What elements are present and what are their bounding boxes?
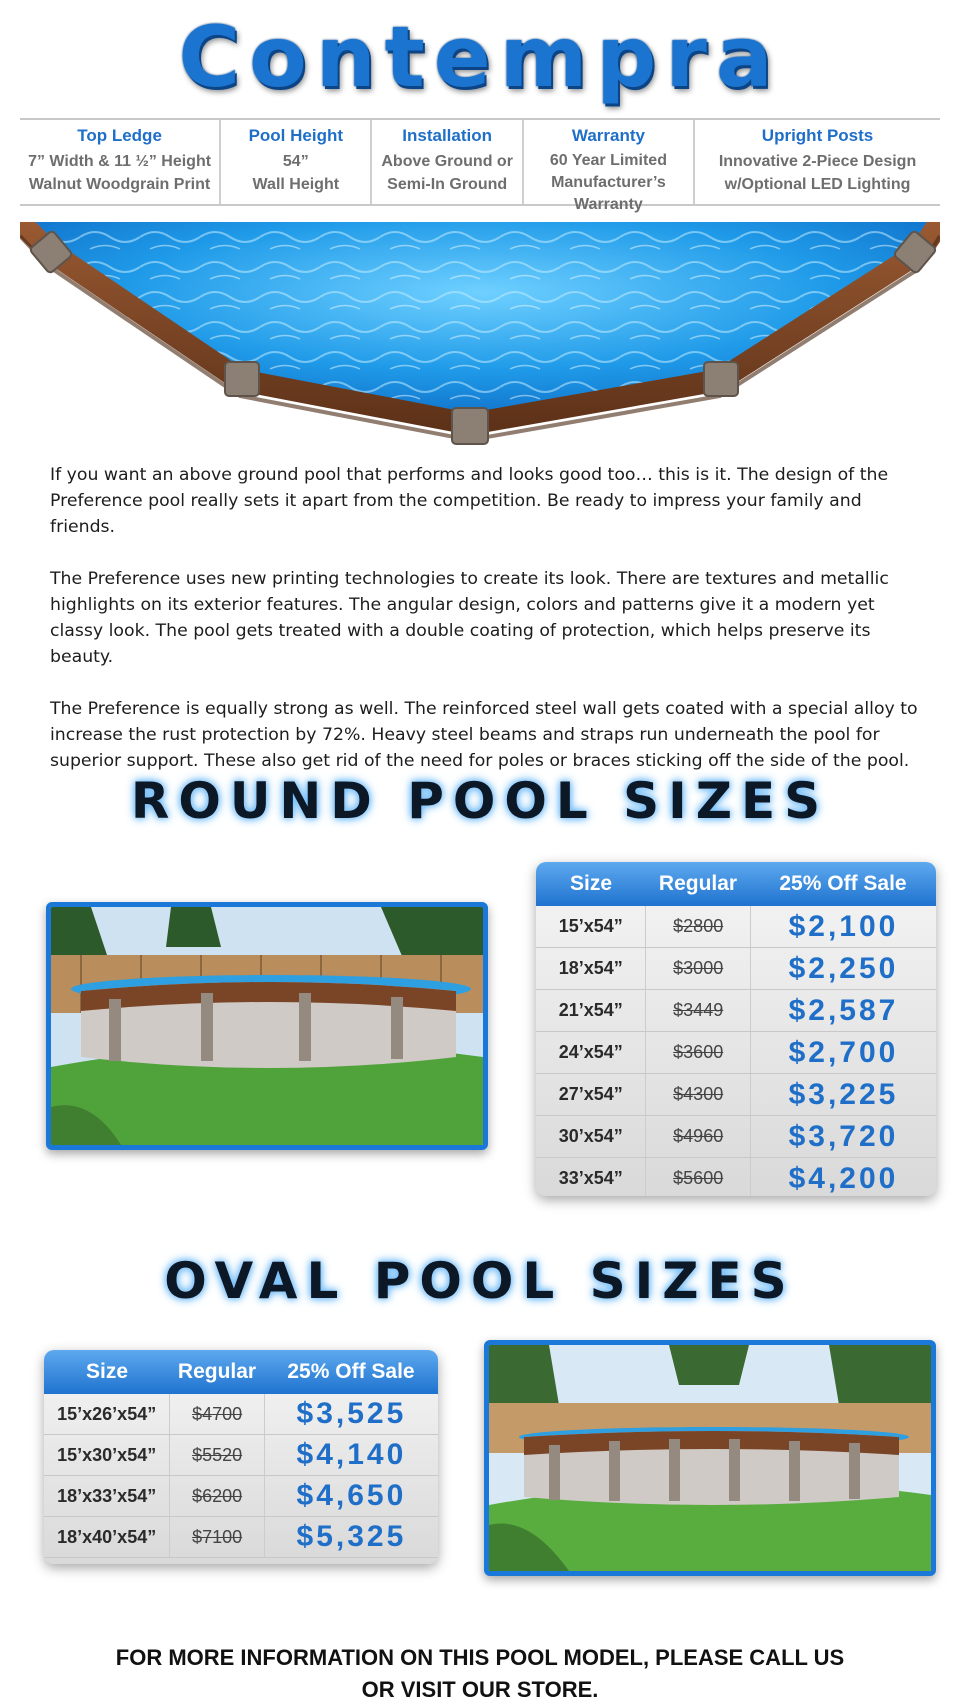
regular-price-cell: $3449 (646, 990, 750, 1031)
table-row (536, 1116, 936, 1158)
spec-line: Warranty (574, 196, 643, 213)
brand-title: Contempra (178, 8, 782, 106)
size-cell: 30’x54” (536, 1116, 646, 1157)
size-cell: 18’x33’x54” (44, 1476, 170, 1516)
oval-price-table (44, 1350, 438, 1564)
spec-top-ledge (20, 120, 219, 204)
sale-price-cell: $3,525 (296, 1397, 407, 1430)
oval-pool-photo (484, 1340, 936, 1576)
spec-line: Semi-In Ground (387, 176, 508, 193)
regular-price-cell: $7100 (170, 1517, 265, 1557)
spec-line: Walnut Woodgrain Print (28, 176, 211, 193)
spec-title: Pool Height (248, 126, 344, 145)
round-pool-photo (46, 902, 488, 1150)
spec-line: Above Ground or (381, 153, 513, 170)
regular-price-cell: $4700 (170, 1394, 265, 1434)
description (50, 462, 930, 800)
regular-price-cell: $2800 (646, 906, 750, 947)
spec-line: 60 Year Limited (549, 152, 667, 169)
sale-price-cell: $4,650 (296, 1479, 407, 1512)
footer-line: FOR MORE INFORMATION ON THIS POOL MODEL, PLEASE CALL US (115, 1645, 845, 1670)
table-row (44, 1394, 438, 1435)
table-row (44, 1517, 438, 1558)
header-size: Size (85, 1360, 129, 1383)
spec-installation (370, 120, 521, 204)
spec-line: w/Optional LED Lighting (724, 176, 911, 193)
size-cell: 15’x54” (536, 906, 646, 947)
spec-title: Upright Posts (761, 126, 874, 145)
pool-hero-image (20, 222, 940, 454)
size-cell: 15’x30’x54” (44, 1435, 170, 1475)
table-row (536, 1032, 936, 1074)
description-paragraph: The Preference uses new printing technologies to create its look. There are textures and metallic highlights on its exterior features. The angular design, colors and patterns give it a modern yet classy look. The pool gets treated with a double coating of protection, which helps preserve its beauty. (50, 569, 889, 667)
spec-line: Innovative 2-Piece Design (718, 153, 917, 170)
header-regular: Regular (177, 1360, 257, 1383)
sale-price-cell: $2,587 (788, 993, 899, 1027)
sale-price-cell: $3,225 (788, 1077, 899, 1111)
spec-line: 54” (282, 153, 309, 170)
header-regular: Regular (658, 872, 738, 895)
table-row (536, 990, 936, 1032)
sale-price-cell: $4,140 (296, 1438, 407, 1471)
spec-title: Top Ledge (77, 126, 162, 145)
regular-price-cell: $4300 (646, 1074, 750, 1115)
spec-warranty (522, 120, 693, 213)
regular-price-cell: $4960 (646, 1116, 750, 1157)
header-sale: 25% Off Sale (779, 872, 907, 895)
header-size: Size (569, 872, 613, 895)
table-row (44, 1476, 438, 1517)
spec-title: Warranty (571, 126, 645, 145)
size-cell: 24’x54” (536, 1032, 646, 1073)
oval-sizes-title: OVAL POOL SIZES (164, 1252, 796, 1310)
spec-line: Manufacturer’s (551, 174, 666, 191)
table-row (536, 1074, 936, 1116)
sale-price-cell: $2,250 (788, 951, 899, 985)
regular-price-cell: $6200 (170, 1476, 265, 1516)
size-cell: 15’x26’x54” (44, 1394, 170, 1434)
spec-upright-posts (693, 120, 940, 204)
round-price-table (536, 862, 936, 1196)
regular-price-cell: $3000 (646, 948, 750, 989)
table-row (536, 906, 936, 948)
table-row (536, 948, 936, 990)
sale-price-cell: $5,325 (296, 1520, 407, 1553)
size-cell: 18’x54” (536, 948, 646, 989)
sale-price-cell: $2,100 (788, 909, 899, 943)
table-row (44, 1435, 438, 1476)
spec-pool-height (219, 120, 370, 204)
spec-bar (20, 118, 940, 213)
sale-price-cell: $3,720 (788, 1119, 899, 1153)
sale-price-cell: $2,700 (788, 1035, 899, 1069)
size-cell: 21’x54” (536, 990, 646, 1031)
spec-line: Wall Height (252, 176, 340, 193)
table-header (536, 862, 936, 906)
description-paragraph: If you want an above ground pool that performs and looks good too… this is it. The design of the Preference pool really sets it apart from the competition. Be ready to impress your family and friends. (50, 465, 889, 537)
spec-title: Installation (402, 126, 492, 145)
regular-price-cell: $3600 (646, 1032, 750, 1073)
round-sizes-title: ROUND POOL SIZES (130, 772, 830, 830)
spec-line: 7” Width & 11 ½” Height (28, 153, 212, 170)
table-header (44, 1350, 438, 1394)
size-cell: 33’x54” (536, 1158, 646, 1196)
regular-price-cell: $5600 (646, 1158, 750, 1196)
footer-line: OR VISIT OUR STORE. (361, 1677, 599, 1702)
footer-call-to-action (0, 1642, 960, 1706)
table-row (536, 1158, 936, 1196)
size-cell: 27’x54” (536, 1074, 646, 1115)
header-sale: 25% Off Sale (287, 1360, 415, 1383)
size-cell: 18’x40’x54” (44, 1517, 170, 1557)
sale-price-cell: $4,200 (788, 1161, 899, 1195)
regular-price-cell: $5520 (170, 1435, 265, 1475)
description-paragraph: The Preference is equally strong as well. The reinforced steel wall gets coated with a special alloy to increase the rust protection by 72%. Heavy steel beams and straps run underneath the pool for superior support. These also get rid of the need for poles or braces sticking off the side of the pool. (50, 699, 918, 771)
